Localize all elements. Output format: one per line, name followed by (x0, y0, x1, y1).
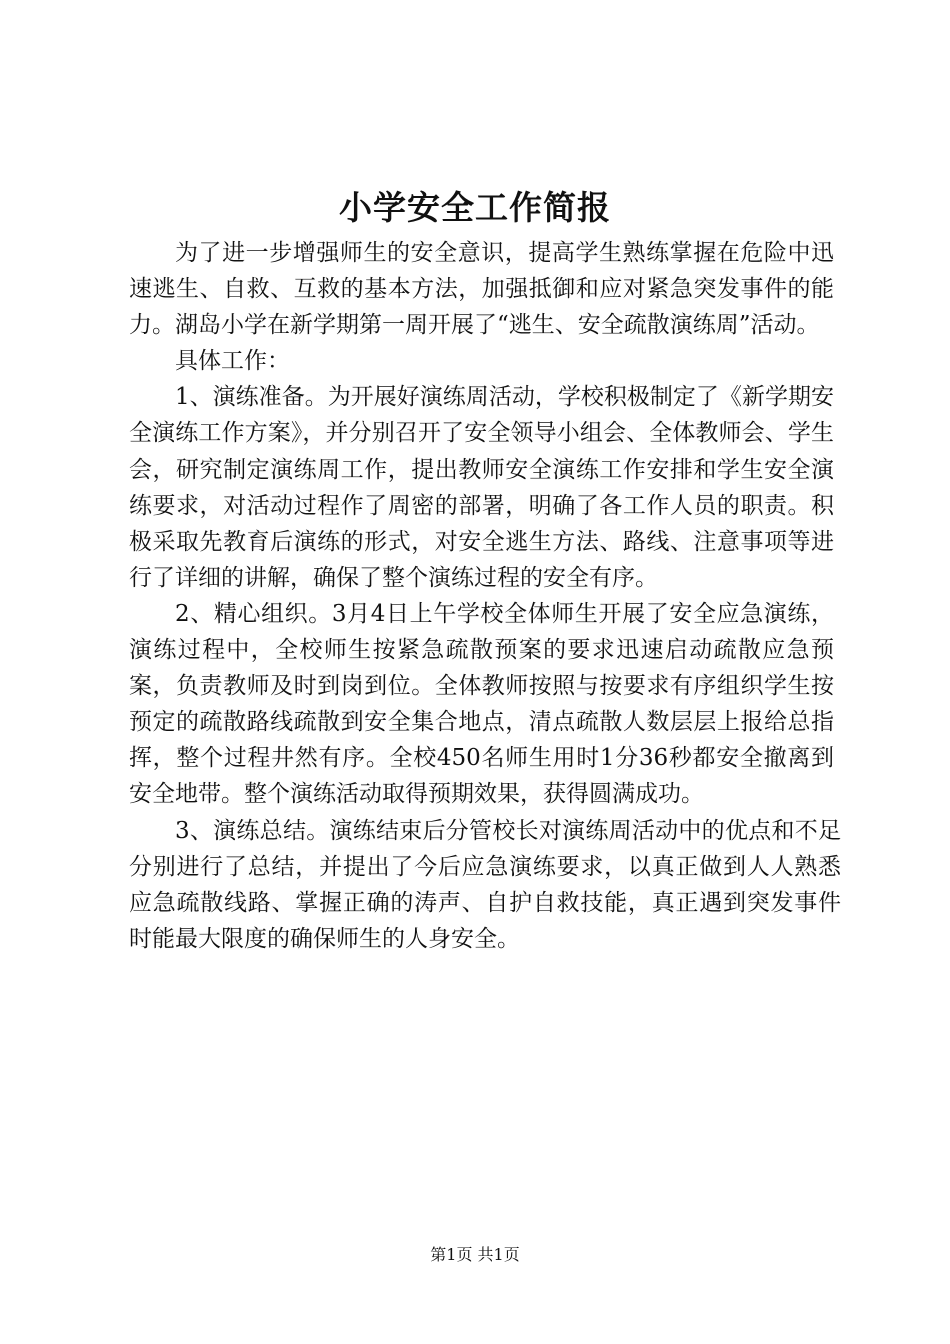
document-body (129, 235, 841, 957)
section-heading-paragraph: 具体工作： (175, 348, 290, 375)
summary-paragraph: 3、演练总结。演练结束后分管校长对演练周活动中的优点和不足分别进行了总结，并提出了今后应急演练要求，以真正做到人人熟悉应急疏散线路、掌握正确的涛声、自护自救技能，真正遇到突发事件时能最大限度的确保师生的人身安全。 (129, 817, 841, 952)
organization-paragraph: 2、精心组织。3月4日上午学校全体师生开展了安全应急演练，演练过程中，全校师生按紧急疏散预案的要求迅速启动疏散应急预案，负责教师及时到岗到位。全体教师按照与按要求有序组织学生按预定的疏散路线疏散到安全集合地点，清点疏散人数层层上报给总指挥，整个过程井然有序。全校450名师生用时1分36秒都安全撤离到安全地带。整个演练活动取得预期效果，获得圆满成功。 (129, 600, 834, 808)
preparation-paragraph: 1、演练准备。为开展好演练周活动，学校积极制定了《新学期安全演练工作方案》，并分别召开了安全领导小组会、全体教师会、学生会，研究制定演练周工作，提出教师安全演练工作安排和学生安全演练要求，对活动过程作了周密的部署，明确了各工作人员的职责。积极采取先教育后演练的形式，对安全逃生方法、路线、注意事项等进行了详细的讲解，确保了整个演练过程的安全有序。 (129, 384, 834, 591)
document-title: 小学安全工作简报 (339, 188, 611, 227)
page-footer: 第1页 共1页 (430, 1245, 520, 1264)
intro-paragraph: 为了进一步增强师生的安全意识，提高学生熟练掌握在危险中迅速逃生、自救、互救的基本方法，加强抵御和应对紧急突发事件的能力。湖岛小学在新学期第一周开展了“逃生、安全疏散演练周”活动。 (129, 240, 834, 339)
